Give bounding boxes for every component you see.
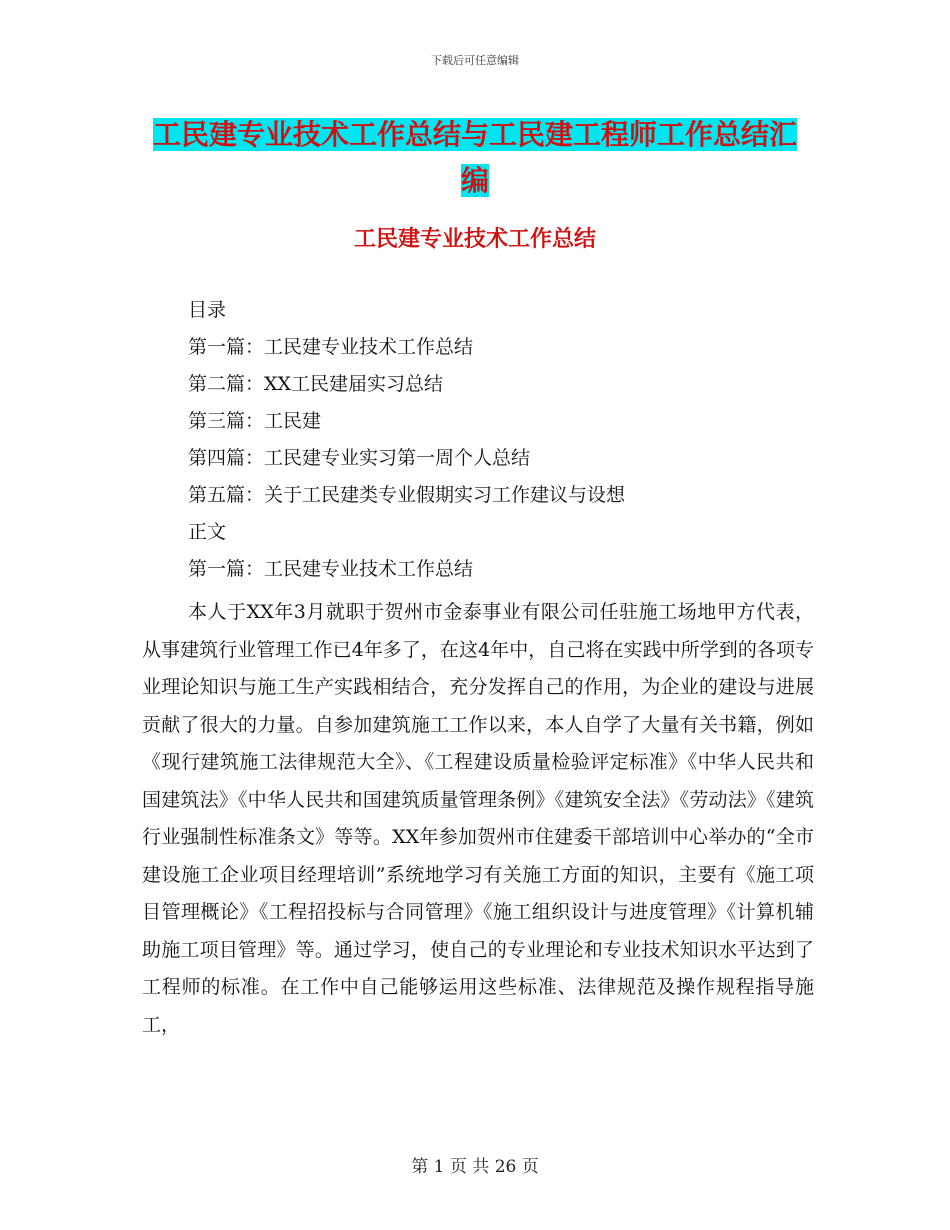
header-note: 下载后可任意编辑 xyxy=(431,54,519,67)
body-paragraph: 本人于XX年3月就职于贺州市金泰事业有限公司任驻施工场地甲方代表，从事建筑行业管理工作已4年多了，在这4年中，自己将在实践中所学到的各项专业理论知识与施工生产实践相结合，充分发挥自己的作用，为企业的建设与进展贡献了很大的力量。自参加建筑施工工作以来，本人自学了大量有关书籍，例如《现行建筑施工法律规范大全》、《工程建设质量检验评定标准》《中华人民共和国建筑法》《中华人民共和国建筑质量管理条例》《建筑安全法》《劳动法》《建筑行业强制性标准条文》等等。XX年参加贺州市住建委干部培训中心举办的“全市建设施工企业项目经理培训”系统地学习有关施工方面的知识，主要有《施工项目管理概论》《工程招投标与合同管理》《施工组织设计与进度管理》《计算机辅助施工项目管理》等。通过学习，使自己的专业理论和专业技术知识水平达到了工程师的标准。在工作中自己能够运用这些标准、法律规范及操作规程指导施工， xyxy=(142,601,814,1036)
document-title-text: 工民建专业技术工作总结与工民建工程师工作总结汇编 xyxy=(152,118,797,197)
page-footer: 第 1 页 共 26 页 xyxy=(411,1157,539,1177)
table-of-contents xyxy=(188,292,828,588)
toc-item: 第一篇：工民建专业技术工作总结 xyxy=(188,336,474,358)
toc-heading: 目录 xyxy=(188,299,227,321)
document-title xyxy=(140,112,810,204)
body-heading: 正文 xyxy=(188,521,227,543)
toc-item: 第五篇：关于工民建类专业假期实习工作建议与设想 xyxy=(188,484,626,506)
toc-item: 第二篇：XX工民建届实习总结 xyxy=(188,373,444,395)
chapter-heading: 第一篇：工民建专业技术工作总结 xyxy=(188,558,474,580)
section-title: 工民建专业技术工作总结 xyxy=(353,227,596,252)
toc-item: 第四篇：工民建专业实习第一周个人总结 xyxy=(188,447,531,469)
toc-item: 第三篇：工民建 xyxy=(188,410,322,432)
